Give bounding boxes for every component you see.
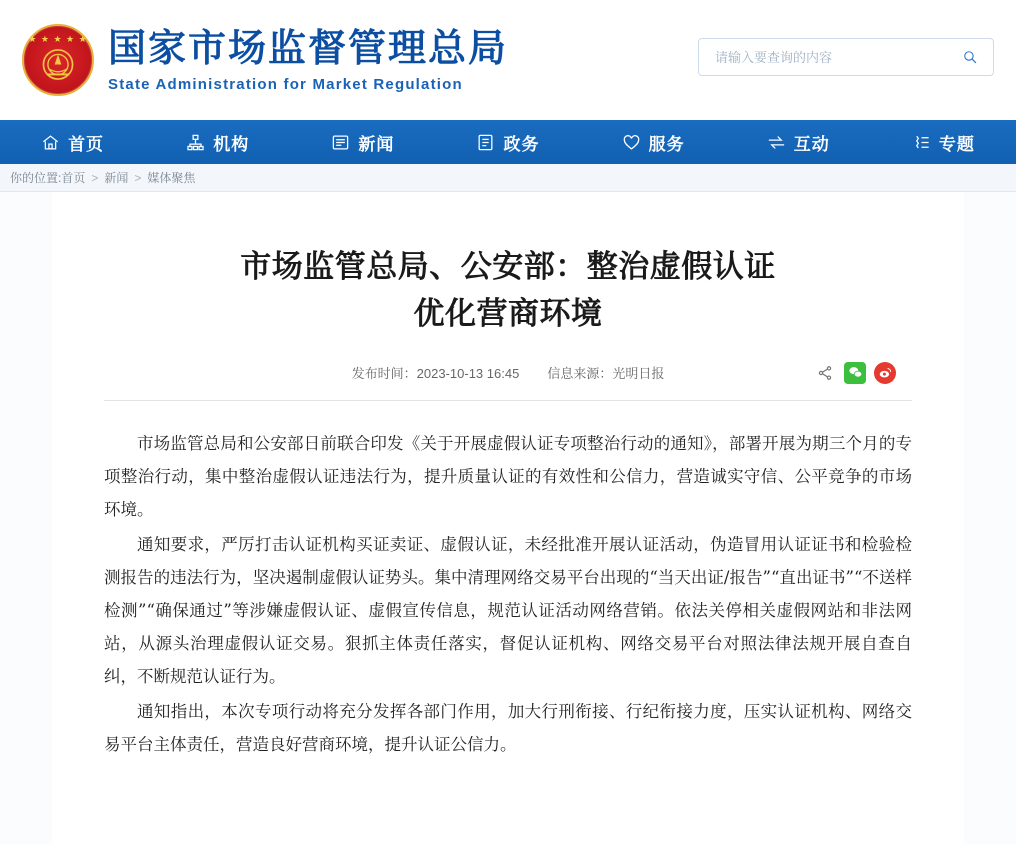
search-box[interactable]: [698, 38, 994, 76]
breadcrumb-prefix: 你的位置:: [10, 171, 62, 185]
breadcrumb-separator-1: >: [91, 170, 99, 185]
organization-icon: [186, 133, 205, 152]
publish-time-label: 发布时间：: [351, 366, 417, 381]
meta-divider: [104, 400, 912, 401]
home-icon: [41, 133, 60, 152]
breadcrumb: [0, 164, 1016, 192]
topic-icon: [912, 133, 931, 152]
article-source: [547, 363, 664, 382]
search-input[interactable]: [713, 49, 957, 66]
article-paragraph: 通知指出，本次专项行动将充分发挥各部门作用，加大行刑衔接、行纪衔接力度，压实认证机构、网络交易平台主体责任，营造良好营商环境，提升认证公信力。: [104, 702, 912, 754]
emblem-stars: ★ ★ ★ ★ ★: [28, 34, 88, 44]
exchange-icon: [767, 133, 786, 152]
nav-item-organization[interactable]: [145, 120, 290, 164]
emblem-gear-graphic: [30, 32, 86, 88]
government-icon: [476, 133, 495, 152]
national-emblem-icon: [22, 24, 94, 96]
source-label: 信息来源：: [547, 366, 613, 381]
breadcrumb-item-news[interactable]: 新闻: [104, 171, 129, 185]
source-value: 光明日报: [612, 366, 665, 381]
nav-label-interaction: 互动: [793, 134, 830, 155]
publish-time-value: 2023-10-13 16:45: [416, 366, 520, 381]
nav-label-news: 新闻: [358, 134, 395, 155]
nav-item-home[interactable]: [0, 120, 145, 164]
nav-item-topic[interactable]: [871, 120, 1016, 164]
page-body: [0, 192, 1016, 844]
nav-item-service[interactable]: [581, 120, 726, 164]
share-group: [814, 362, 896, 384]
search-icon: [963, 48, 977, 66]
search-button[interactable]: [957, 44, 983, 70]
nav-label-topic: 专题: [938, 134, 975, 155]
share-icon[interactable]: [814, 362, 836, 384]
breadcrumb-separator-2: >: [134, 170, 142, 185]
nav-item-government[interactable]: [435, 120, 580, 164]
heart-icon: [622, 133, 641, 152]
article-container: [52, 192, 964, 844]
article-meta: [104, 363, 912, 382]
nav-label-home: 首页: [68, 134, 105, 155]
weibo-icon[interactable]: [874, 362, 896, 384]
nav-label-organization: 机构: [213, 134, 250, 155]
nav-label-government: 政务: [503, 134, 540, 155]
nav-label-service: 服务: [648, 134, 685, 155]
site-title-block: [108, 27, 508, 93]
main-nav: [0, 120, 1016, 164]
publish-time: [352, 363, 520, 382]
breadcrumb-item-media-focus[interactable]: 媒体聚焦: [147, 171, 196, 185]
site-title-en: State Administration for Market Regulation: [108, 75, 463, 93]
site-title-cn: 国家市场监督管理总局: [108, 26, 509, 71]
news-icon: [331, 133, 350, 152]
page-title: [158, 244, 858, 337]
article-paragraph: 市场监管总局和公安部日前联合印发《关于开展虚假认证专项整治行动的通知》，部署开展为期三个月的专项整治行动，集中整治虚假认证违法行为，提升质量认证的有效性和公信力，营造诚实守信、公平竞争的市场环境。: [104, 434, 912, 519]
breadcrumb-item-home[interactable]: 首页: [61, 171, 86, 185]
nav-item-interaction[interactable]: [726, 120, 871, 164]
page-title-line2: 优化营商环境: [413, 295, 603, 332]
nav-item-news[interactable]: [290, 120, 435, 164]
page-title-line1: 市场监管总局、公安部：整治虚假认证: [240, 249, 776, 285]
wechat-icon[interactable]: [844, 362, 866, 384]
article-paragraph: 通知要求，严厉打击认证机构买证卖证、虚假认证，未经批准开展认证活动，伪造冒用认证证书和检验检测报告的违法行为，坚决遏制虚假认证势头。集中清理网络交易平台出现的“当天出证/报告”“直出证书”“不送样检测”“确保通过”等涉嫌虚假认证、虚假宣传信息，规范认证活动网络营销。依法关停相关虚假网站和非法网站，从源头治理虚假认证交易。狠抓主体责任落实，督促认证机构、网络交易平台对照法律法规开展自查自纠，不断规范认证行为。: [104, 535, 912, 686]
site-header: [0, 0, 1016, 120]
article-body: [104, 427, 912, 761]
